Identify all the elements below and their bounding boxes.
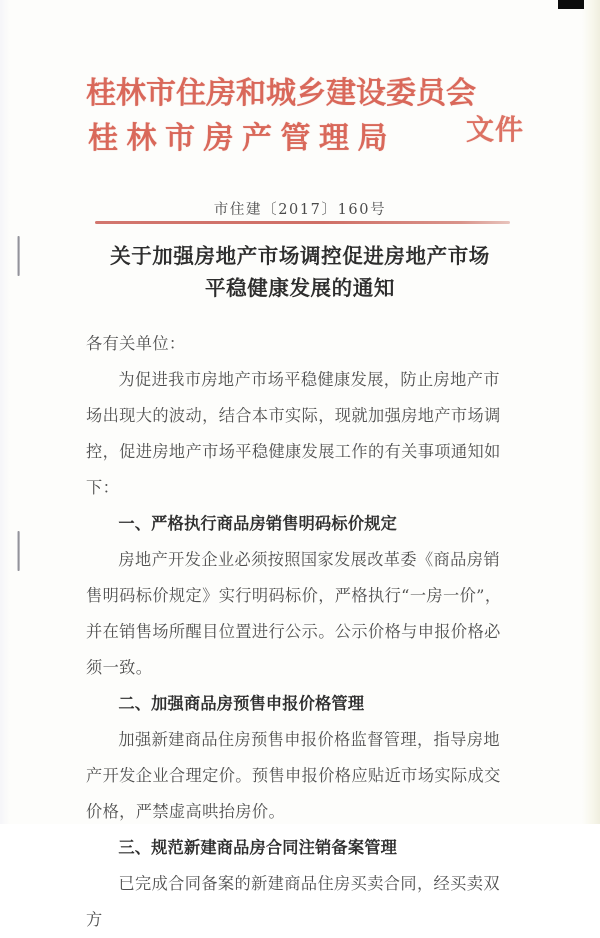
section-3-heading: 三、规范新建商品房合同注销备案管理 [118, 838, 397, 857]
scan-margin-mark-lower [17, 531, 20, 571]
section-2-body: 加强新建商品住房预售申报价格监督管理，指导房地产开发企业合理定价。预售申报价格应贴近市场实际成交价格，严禁虚高哄抬房价。 [86, 730, 501, 821]
letterhead [0, 72, 600, 180]
letterhead-org-line-1: 桂林市住房和城乡建设委员会 [86, 76, 476, 111]
letterhead-org-line-2: 桂林市房产管理局 [88, 121, 396, 156]
section-1-heading: 一、严格执行商品房销售明码标价规定 [118, 514, 397, 533]
document-number: 市住建〔2017〕160号 [213, 202, 387, 218]
scan-margin-mark-upper [17, 236, 20, 276]
page-title-line-1: 关于加强房地产市场调控促进房地产市场 [110, 244, 490, 268]
letterhead-organization-names [86, 72, 476, 162]
opening-paragraph: 为促进我市房地产市场平稳健康发展，防止房地产市场出现大的波动，结合本市实际，现就加强房地产市场调控，促进房地产市场平稳健康发展工作的有关事项通知如下： [86, 370, 501, 497]
page-title [70, 240, 530, 304]
section-2-heading: 二、加强商品房预售申报价格管理 [118, 694, 365, 713]
scan-corner-artifact [558, 0, 584, 9]
salutation: 各有关单位： [86, 334, 186, 353]
document-body [86, 326, 514, 938]
section-3-body: 已完成合同备案的新建商品住房买卖合同，经买卖双方 [86, 874, 500, 929]
section-1-body: 房地产开发企业必须按照国家发展改革委《商品房销售明码标价规定》实行明码标价，严格执行“一房一价”，并在销售场所醒目位置进行公示。公示价格与申报价格必须一致。 [86, 550, 502, 677]
page-title-line-2: 平稳健康发展的通知 [205, 276, 395, 300]
red-separator-rule [95, 221, 510, 224]
letterhead-doc-type-label: 文件 [466, 113, 525, 146]
